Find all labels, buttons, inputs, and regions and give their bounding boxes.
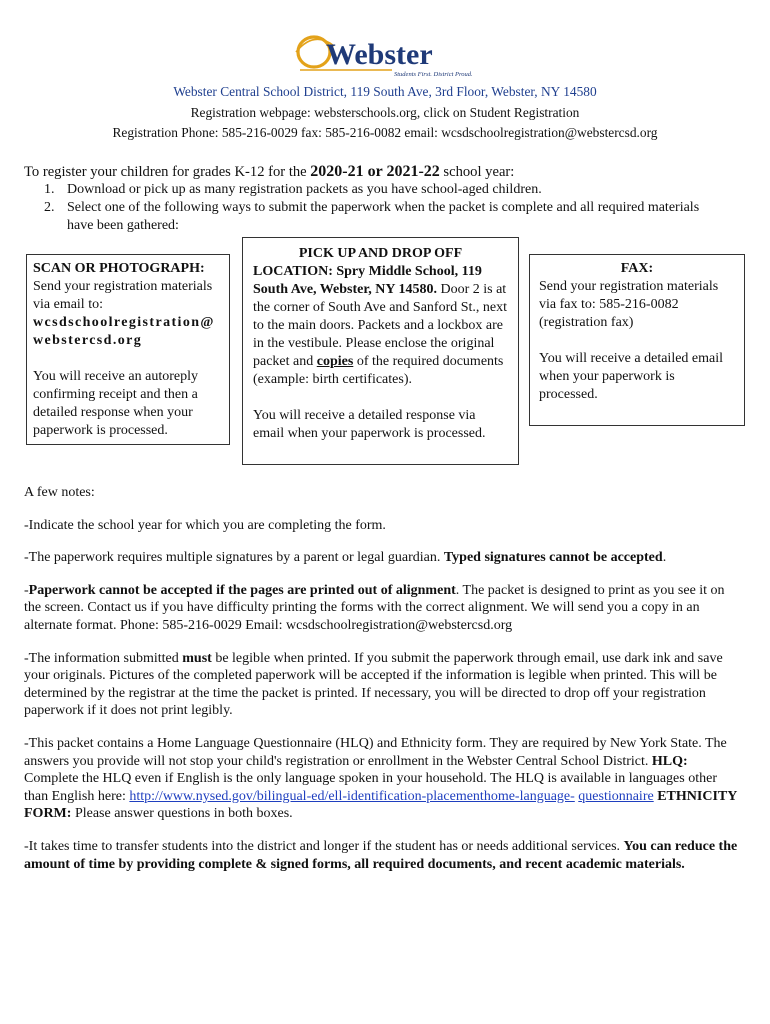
note-hlq-ethnicity: -This packet contains a Home Language Questionnaire (HLQ) and Ethnicity form. They are required by New York State. The answers you provide will not stop your child's registration or enrollment in the Webster Central School District. HLQ: Complete the HLQ even if English is the only language spoken in your household. The HLQ is available in languages other than English here: http://www.nysed.gov/bilingual-ed/ell-identification-placementhome-language- questionnaire ETHNICITY FORM: Please answer questions in both boxes. xyxy=(24,735,737,822)
registration-contact-line: Registration Phone: 585-216-0029 fax: 585-216-0082 email: wcsdschoolregistration@webstercsd.org xyxy=(112,125,658,140)
registration-webpage-line: Registration webpage: websterschools.org, click on Student Registration xyxy=(190,105,580,120)
pickup-body: LOCATION: Spry Middle School, 119 South Ave, Webster, NY 14580. Door 2 is at the corner of South Ave and Sanford St., next to the main doors. Packets and a lockbox are in the vestibule. Please enclose the original packet and copies of the required documents (example: birth certificates). xyxy=(253,264,508,387)
logo-wordmark: Webster xyxy=(326,38,433,71)
step-1: 1. Download or pick up as many registration packets as you have school-aged children. xyxy=(44,182,542,197)
intro-sentence: To register your children for grades K-12 for the 2020-21 or 2021-22 school year: xyxy=(24,163,515,180)
fax-body: Send your registration materials via fax to: 585-216-0082 (registration fax) xyxy=(539,279,719,330)
copies-emphasis: copies xyxy=(316,354,354,369)
steps-list xyxy=(24,181,724,235)
notes-section xyxy=(24,484,744,888)
note-signatures: -The paperwork requires multiple signatures by a parent or legal guardian. Typed signatures cannot be accepted. xyxy=(24,550,667,566)
note-legibility: -The information submitted must be legible when printed. If you submit the paperwork through email, use dark ink and save your originals. Pictures of the completed paperwork will be accepted if the information is legible when printed. This will be determined by the registrar at the time the packet is printed. If necessary, you will be directed to drop off your registration paperwork if it does not print legibly. xyxy=(24,650,723,719)
note-transfer-time: -It takes time to transfer students into the district and longer if the student has or needs additional services. You can reduce the amount of time by providing complete & signed forms, all required documents, and recent academic materials. xyxy=(24,838,738,872)
hlq-link[interactable]: http://www.nysed.gov/bilingual-ed/ell-identification-placementhome-language- xyxy=(129,788,575,804)
scan-or-photograph-box xyxy=(26,254,230,445)
step-2: 2. Select one of the following ways to submit the paperwork when the packet is complete and all required materials have been gathered: xyxy=(44,200,700,233)
pickup-dropoff-box xyxy=(242,237,519,465)
scan-heading: SCAN OR PHOTOGRAPH: xyxy=(33,261,205,276)
notes-title: A few notes: xyxy=(24,485,95,500)
fax-heading: FAX: xyxy=(620,261,654,276)
scan-note: You will receive an autoreply confirming receipt and then a detailed response when your paperwork is processed. xyxy=(33,369,198,438)
fax-note: You will receive a detailed email when your paperwork is processed. xyxy=(539,351,724,402)
scan-email-1[interactable]: wcsdschoolregistration@ xyxy=(33,315,215,330)
logo-tagline: Students First. District Proud. xyxy=(394,71,473,78)
note-school-year: -Indicate the school year for which you are completing the form. xyxy=(24,517,386,533)
fax-box xyxy=(529,254,745,426)
school-years: 2020-21 or 2021-22 xyxy=(310,163,440,180)
scan-email-2[interactable]: webstercsd.org xyxy=(33,333,143,348)
pickup-note: You will receive a detailed response via email when your paperwork is processed. xyxy=(253,408,486,441)
onewebster-logo xyxy=(292,32,482,82)
note-alignment: -Paperwork cannot be accepted if the pages are printed out of alignment. The packet is designed to print as you see it on the screen. Contact us if you have difficulty printing the forms with the correct alignment. We will send you a copy in an alternate format. Phone: 585-216-0029 Email: wcsdschoolregistration@webstercsd.org xyxy=(24,582,725,633)
hlq-link-questionnaire[interactable]: questionnaire xyxy=(578,788,654,804)
district-address: Webster Central School District, 119 South Ave, 3rd Floor, Webster, NY 14580 xyxy=(173,84,597,99)
pickup-heading: PICK UP AND DROP OFF xyxy=(298,246,463,261)
scan-body: Send your registration materials via email to: xyxy=(33,279,213,312)
